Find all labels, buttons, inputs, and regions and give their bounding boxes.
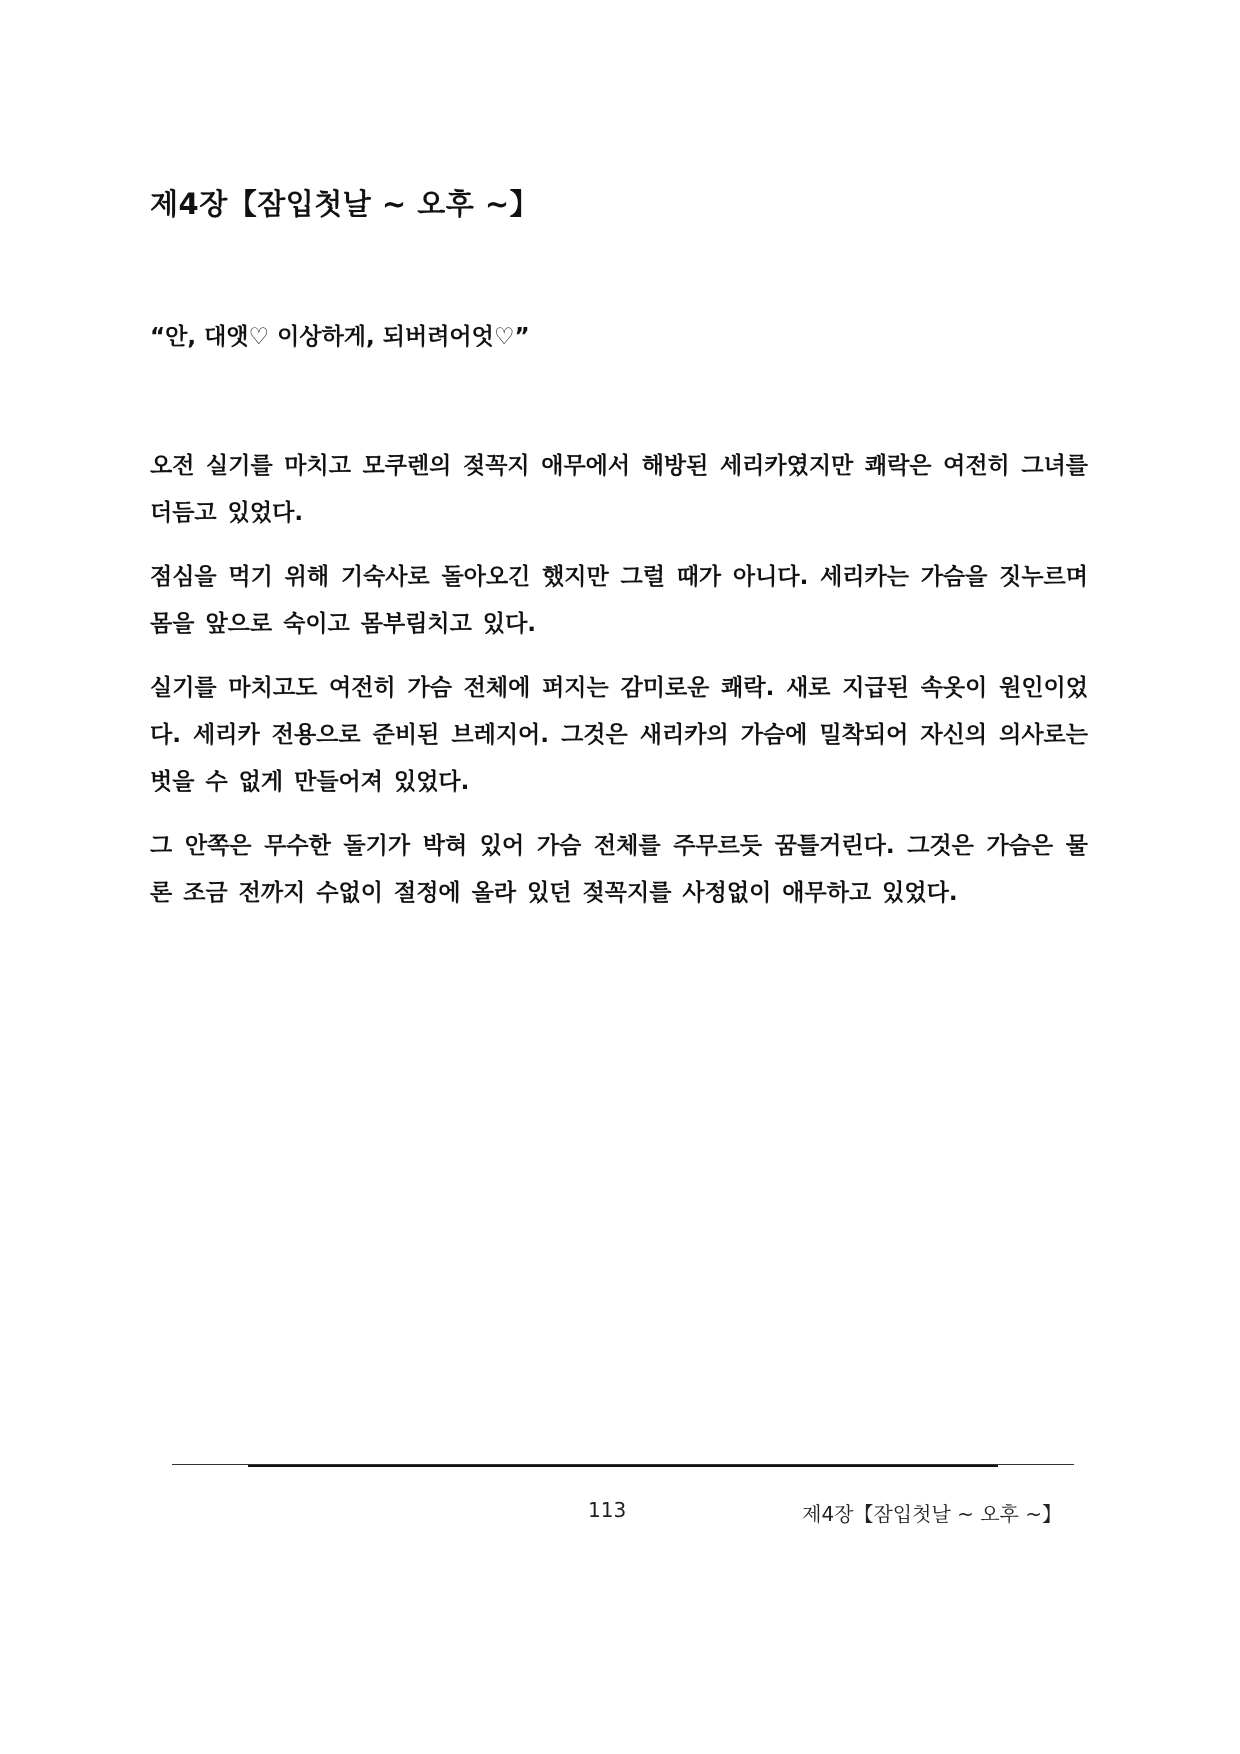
paragraph-3: 실기를 마치고도 여전히 가슴 전체에 퍼지는 감미로운 쾌락. 새로 지급된 속옷이 원인이었다. 세리카 전용으로 준비된 브레지어. 그것은 새리카의 가슴에 밀착되어 자신의 의사로는 벗을 수 없게 만들어져 있었다. (150, 675, 1088, 795)
running-header: 제4장【잠입첫날 ~ 오후 ~】 (802, 1502, 1062, 1526)
chapter-title: 제4장【잠입첫날 ~ 오후 ~】 (150, 187, 540, 221)
footer-divider-thick (248, 1465, 998, 1467)
dialogue-line: “안, 대앳♡ 이상하게, 되버려어엇♡” (150, 324, 530, 350)
page-number: 113 (588, 1498, 627, 1522)
paragraph-1: 오전 실기를 마치고 모쿠렌의 젖꼭지 애무에서 해방된 세리카였지만 쾌락은 여전히 그녀를 더듬고 있었다. (150, 453, 1088, 526)
paragraph-2: 점심을 먹기 위해 기숙사로 돌아오긴 했지만 그럴 때가 아니다. 세리카는 가슴을 짓누르며 몸을 앞으로 숙이고 몸부림치고 있다. (150, 564, 1088, 637)
body-text (150, 443, 1088, 934)
paragraph-4: 그 안쪽은 무수한 돌기가 박혀 있어 가슴 전체를 주무르듯 꿈틀거린다. 그것은 가슴은 물론 조금 전까지 수없이 절정에 올라 있던 젖꼭지를 사정없이 애무하고 있었다. (150, 833, 1088, 906)
